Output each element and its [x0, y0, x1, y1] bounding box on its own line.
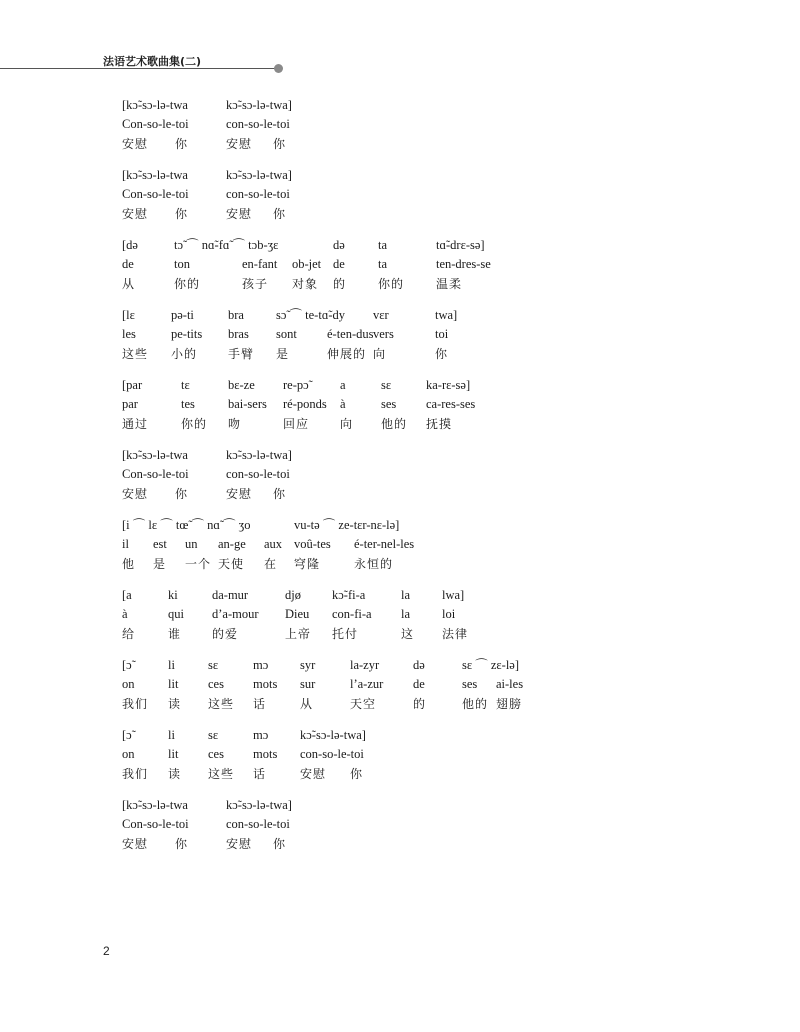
fr-word: Con-so-le-toi	[122, 467, 189, 481]
ipa-word: mɔ	[253, 728, 269, 742]
ipa-word: də	[333, 238, 345, 252]
fr-word: par	[122, 397, 138, 411]
ipa-word: re-pɔ̃	[283, 378, 309, 392]
ipa-line	[0, 166, 800, 184]
fr-word: Con-so-le-toi	[122, 187, 189, 201]
fr-word: à	[340, 397, 346, 411]
fr-word: con-fi-a	[332, 607, 372, 621]
french-line	[0, 185, 800, 203]
fr-word: de	[333, 257, 345, 271]
ipa-word: kɔ̃-sɔ-lə-twa]	[226, 448, 292, 462]
cn-word: 读	[168, 767, 182, 781]
stanza	[0, 796, 800, 860]
ipa-word: kɔ̃-sɔ-lə-twa]	[300, 728, 366, 742]
cn-word: 通过	[122, 417, 149, 431]
cn-word: 法律	[442, 627, 469, 641]
fr-word: ré-ponds	[283, 397, 327, 411]
fr-word: ses	[462, 677, 478, 691]
cn-word: 你	[273, 837, 287, 851]
cn-word: 他的	[462, 697, 489, 711]
ipa-word: sɛ	[208, 658, 219, 672]
ipa-word: sɛ ⌒ zɛ-lə]	[462, 658, 520, 672]
cn-word: 谁	[168, 627, 182, 641]
ipa-word: tɑ̃-drɛ-sə]	[436, 238, 485, 252]
ipa-word: li	[168, 658, 175, 672]
chinese-line	[0, 695, 800, 713]
fr-word: con-so-le-toi	[300, 747, 364, 761]
ipa-line	[0, 306, 800, 324]
french-line	[0, 815, 800, 833]
cn-word: 穹隆	[294, 557, 321, 571]
fr-word: tes	[181, 397, 195, 411]
cn-word: 安慰	[122, 487, 149, 501]
ipa-word: la-zyr	[350, 658, 380, 672]
fr-word: il	[122, 537, 129, 551]
fr-word: ai-les	[496, 677, 524, 691]
fr-word: on	[122, 747, 135, 761]
cn-word: 上帝	[285, 627, 312, 641]
fr-word: loi	[442, 607, 456, 621]
french-line	[0, 325, 800, 343]
chinese-line	[0, 275, 800, 293]
ipa-word: [də	[122, 238, 138, 252]
cn-word: 一个	[185, 557, 212, 571]
fr-word: un	[185, 537, 198, 551]
cn-word: 这些	[122, 347, 149, 361]
chinese-line	[0, 555, 800, 573]
ipa-word: [kɔ̃-sɔ-lə-twa	[122, 798, 188, 812]
fr-word: ten-dres-se	[436, 257, 491, 271]
ipa-word: lwa]	[442, 588, 465, 602]
fr-word: con-so-le-toi	[226, 117, 290, 131]
cn-word: 从	[300, 697, 314, 711]
fr-word: ses	[381, 397, 397, 411]
stanza	[0, 586, 800, 650]
stanza	[0, 726, 800, 790]
cn-word: 孩子	[242, 277, 269, 291]
fr-word: ta	[378, 257, 388, 271]
french-line	[0, 535, 800, 553]
cn-word: 天使	[218, 557, 245, 571]
cn-word: 我们	[122, 767, 149, 781]
stanza	[0, 376, 800, 440]
cn-word: 你	[175, 487, 189, 501]
fr-word: lit	[168, 747, 179, 761]
ipa-word: la	[401, 588, 411, 602]
cn-word: 你	[175, 207, 189, 221]
ipa-word: [kɔ̃-sɔ-lə-twa	[122, 448, 188, 462]
cn-word: 他	[122, 557, 136, 571]
ipa-word: ka-rɛ-sə]	[426, 378, 471, 392]
fr-word: Dieu	[285, 607, 310, 621]
chinese-line	[0, 415, 800, 433]
cn-word: 你	[175, 837, 189, 851]
cn-word: 这	[401, 627, 415, 641]
fr-word: vers	[373, 327, 394, 341]
stanza	[0, 446, 800, 510]
french-line	[0, 395, 800, 413]
ipa-word: vɛr	[373, 308, 389, 322]
ipa-word: [lɛ	[122, 308, 135, 322]
fr-word: est	[153, 537, 167, 551]
ipa-line	[0, 446, 800, 464]
cn-word: 安慰	[226, 837, 253, 851]
ipa-line	[0, 726, 800, 744]
ipa-word: mɔ	[253, 658, 269, 672]
cn-word: 安慰	[122, 837, 149, 851]
fr-word: toi	[435, 327, 449, 341]
ipa-word: ta	[378, 238, 388, 252]
cn-word: 话	[253, 697, 267, 711]
cn-word: 安慰	[122, 137, 149, 151]
cn-word: 的	[333, 277, 347, 291]
cn-word: 他的	[381, 417, 408, 431]
cn-word: 你的	[174, 277, 201, 291]
page-number: 2	[103, 944, 110, 958]
chinese-line	[0, 835, 800, 853]
ipa-word: də	[413, 658, 425, 672]
ipa-word: sɛ	[381, 378, 392, 392]
french-line	[0, 255, 800, 273]
ipa-word: kɔ̃-sɔ-lə-twa]	[226, 798, 292, 812]
cn-word: 读	[168, 697, 182, 711]
fr-word: é-ten-dus	[327, 327, 374, 341]
ipa-line	[0, 236, 800, 254]
ipa-word: kɔ̃-sɔ-lə-twa]	[226, 168, 292, 182]
cn-word: 你	[435, 347, 449, 361]
cn-word: 你	[273, 137, 287, 151]
fr-word: de	[413, 677, 425, 691]
french-line	[0, 745, 800, 763]
cn-word: 翅膀	[496, 697, 523, 711]
ipa-line	[0, 796, 800, 814]
cn-word: 这些	[208, 767, 235, 781]
ipa-line	[0, 376, 800, 394]
ipa-line	[0, 96, 800, 114]
stanza	[0, 96, 800, 160]
cn-word: 是	[276, 347, 290, 361]
cn-word: 安慰	[226, 137, 253, 151]
chinese-line	[0, 135, 800, 153]
ipa-word: [i ⌒ lɛ ⌒ tœ̃ ⌒ nɑ̃ ⌒ ʒo	[122, 518, 251, 532]
fr-word: ces	[208, 677, 224, 691]
cn-word: 回应	[283, 417, 310, 431]
ipa-word: a	[340, 378, 346, 392]
fr-word: sont	[276, 327, 297, 341]
french-line	[0, 115, 800, 133]
fr-word: bras	[228, 327, 249, 341]
cn-word: 天空	[350, 697, 377, 711]
chinese-line	[0, 205, 800, 223]
fr-word: qui	[168, 607, 184, 621]
cn-word: 温柔	[436, 277, 463, 291]
cn-word: 安慰	[300, 767, 327, 781]
cn-word: 给	[122, 627, 136, 641]
ipa-line	[0, 516, 800, 534]
ipa-word: pə-ti	[171, 308, 194, 322]
cn-word: 你	[175, 137, 189, 151]
ipa-word: [ɔ̃	[122, 658, 132, 672]
cn-word: 吻	[228, 417, 242, 431]
chinese-line	[0, 625, 800, 643]
ipa-word: bra	[228, 308, 244, 322]
cn-word: 托付	[332, 627, 359, 641]
cn-word: 从	[122, 277, 136, 291]
fr-word: à	[122, 607, 128, 621]
fr-word: on	[122, 677, 135, 691]
cn-word: 我们	[122, 697, 149, 711]
cn-word: 安慰	[226, 207, 253, 221]
fr-word: pe-tits	[171, 327, 203, 341]
cn-word: 手臂	[228, 347, 255, 361]
fr-word: mots	[253, 677, 278, 691]
cn-word: 你的	[378, 277, 405, 291]
ipa-word: kɔ̃-sɔ-lə-twa]	[226, 98, 292, 112]
ipa-word: li	[168, 728, 175, 742]
ipa-word: [par	[122, 378, 143, 392]
cn-word: 安慰	[122, 207, 149, 221]
fr-word: mots	[253, 747, 278, 761]
cn-word: 的爱	[212, 627, 239, 641]
fr-word: voû-tes	[294, 537, 331, 551]
fr-word: ca-res-ses	[426, 397, 476, 411]
fr-word: d’a-mour	[212, 607, 259, 621]
cn-word: 话	[253, 767, 267, 781]
cn-word: 这些	[208, 697, 235, 711]
fr-word: con-so-le-toi	[226, 817, 290, 831]
stanza	[0, 236, 800, 300]
fr-word: é-ter-nel-les	[354, 537, 415, 551]
ipa-word: sɔ̃ ⌒ te-tɑ̃-dy	[276, 308, 346, 322]
ipa-word: tɔ̃ ⌒ nɑ̃-fɑ̃ ⌒ tɔb-ʒɛ	[174, 238, 279, 252]
fr-word: ces	[208, 747, 224, 761]
cn-word: 抚摸	[426, 417, 453, 431]
stanza	[0, 166, 800, 230]
ipa-word: [kɔ̃-sɔ-lə-twa	[122, 168, 188, 182]
cn-word: 你的	[181, 417, 208, 431]
ipa-word: syr	[300, 658, 316, 672]
fr-word: lit	[168, 677, 179, 691]
ipa-line	[0, 656, 800, 674]
cn-word: 安慰	[226, 487, 253, 501]
ipa-word: ki	[168, 588, 178, 602]
stanza	[0, 306, 800, 370]
chinese-line	[0, 345, 800, 363]
french-line	[0, 465, 800, 483]
ipa-word: tɛ	[181, 378, 190, 392]
cn-word: 你	[350, 767, 364, 781]
chinese-line	[0, 765, 800, 783]
cn-word: 伸展的	[327, 347, 367, 361]
ipa-word: da-mur	[212, 588, 249, 602]
cn-word: 向	[340, 417, 354, 431]
fr-word: ton	[174, 257, 190, 271]
ipa-word: kɔ̃-fi-a	[332, 588, 366, 602]
cn-word: 你	[273, 207, 287, 221]
cn-word: 你	[273, 487, 287, 501]
stanza	[0, 516, 800, 580]
ipa-word: [ɔ̃	[122, 728, 132, 742]
fr-word: an-ge	[218, 537, 246, 551]
ipa-word: sɛ	[208, 728, 219, 742]
cn-word: 永恒的	[354, 557, 394, 571]
fr-word: Con-so-le-toi	[122, 117, 189, 131]
fr-word: les	[122, 327, 136, 341]
chinese-line	[0, 485, 800, 503]
cn-word: 向	[373, 347, 387, 361]
ipa-word: [a	[122, 588, 132, 602]
ipa-word: djø	[285, 588, 301, 602]
ipa-word: [kɔ̃-sɔ-lə-twa	[122, 98, 188, 112]
ipa-line	[0, 586, 800, 604]
cn-word: 对象	[292, 277, 319, 291]
ipa-word: bɛ-ze	[228, 378, 255, 392]
fr-word: aux	[264, 537, 283, 551]
fr-word: con-so-le-toi	[226, 467, 290, 481]
fr-word: bai-sers	[228, 397, 267, 411]
cn-word: 小的	[171, 347, 198, 361]
book-title: 法语艺术歌曲集(二)	[103, 55, 202, 68]
fr-word: la	[401, 607, 411, 621]
ipa-word: twa]	[435, 308, 458, 322]
french-line	[0, 675, 800, 693]
cn-word: 的	[413, 697, 427, 711]
fr-word: Con-so-le-toi	[122, 817, 189, 831]
fr-word: en-fant	[242, 257, 278, 271]
ipa-word: vu-tə ⌒ ze-tɛr-nɛ-lə]	[294, 518, 400, 532]
cn-word: 在	[264, 557, 278, 571]
fr-word: l’a-zur	[350, 677, 384, 691]
fr-word: sur	[300, 677, 316, 691]
cn-word: 是	[153, 557, 167, 571]
fr-word: con-so-le-toi	[226, 187, 290, 201]
fr-word: ob-jet	[292, 257, 322, 271]
stanza	[0, 656, 800, 720]
fr-word: de	[122, 257, 134, 271]
french-line	[0, 605, 800, 623]
